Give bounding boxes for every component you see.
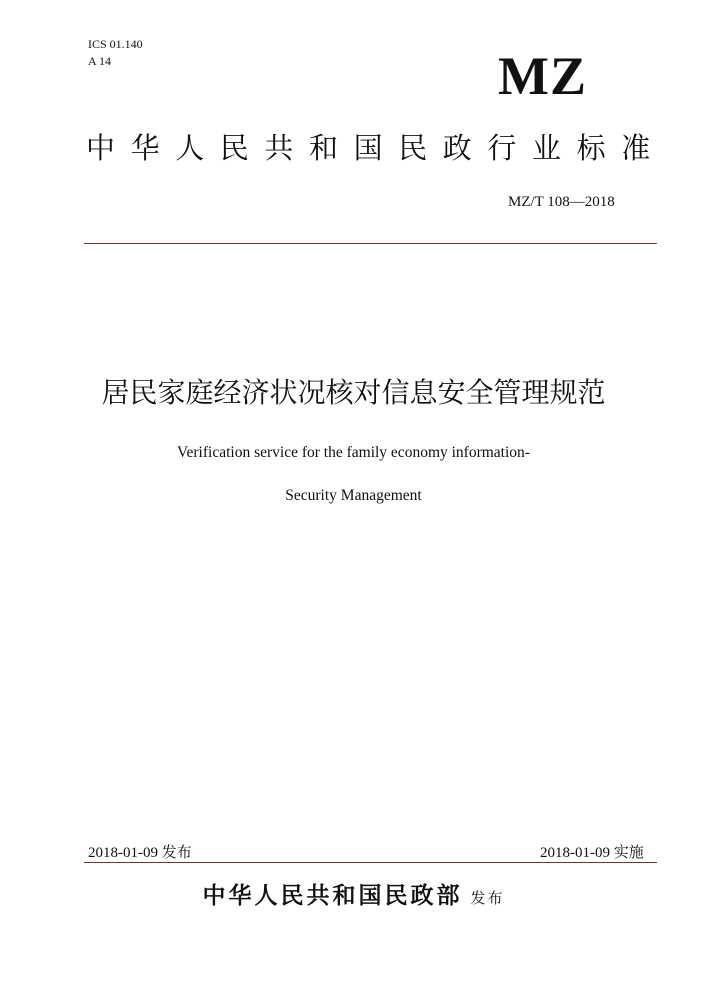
bottom-divider — [84, 862, 657, 863]
ccs-code: A 14 — [88, 54, 112, 68]
document-title-chinese: 居民家庭经济状况核对信息安全管理规范 — [101, 376, 606, 409]
ics-code: ICS 01.140 — [88, 37, 143, 51]
publisher-line — [0, 876, 707, 918]
document-title-english-line1: Verification service for the family economy information- — [177, 444, 530, 461]
standard-type-heading: 中华人民共和国民政行业标准 — [86, 131, 666, 165]
implementation-date: 2018-01-09 实施 — [540, 845, 644, 861]
standard-code: MZ/T 108—2018 — [508, 194, 615, 210]
issue-date: 2018-01-09 发布 — [88, 845, 192, 861]
top-divider — [84, 243, 657, 244]
publisher-name: 中华人民共和国民政部 — [202, 883, 463, 909]
mz-logo: MZ — [498, 46, 587, 106]
publisher-verb: 发布 — [470, 889, 505, 907]
document-title-english-line2: Security Management — [285, 487, 422, 504]
